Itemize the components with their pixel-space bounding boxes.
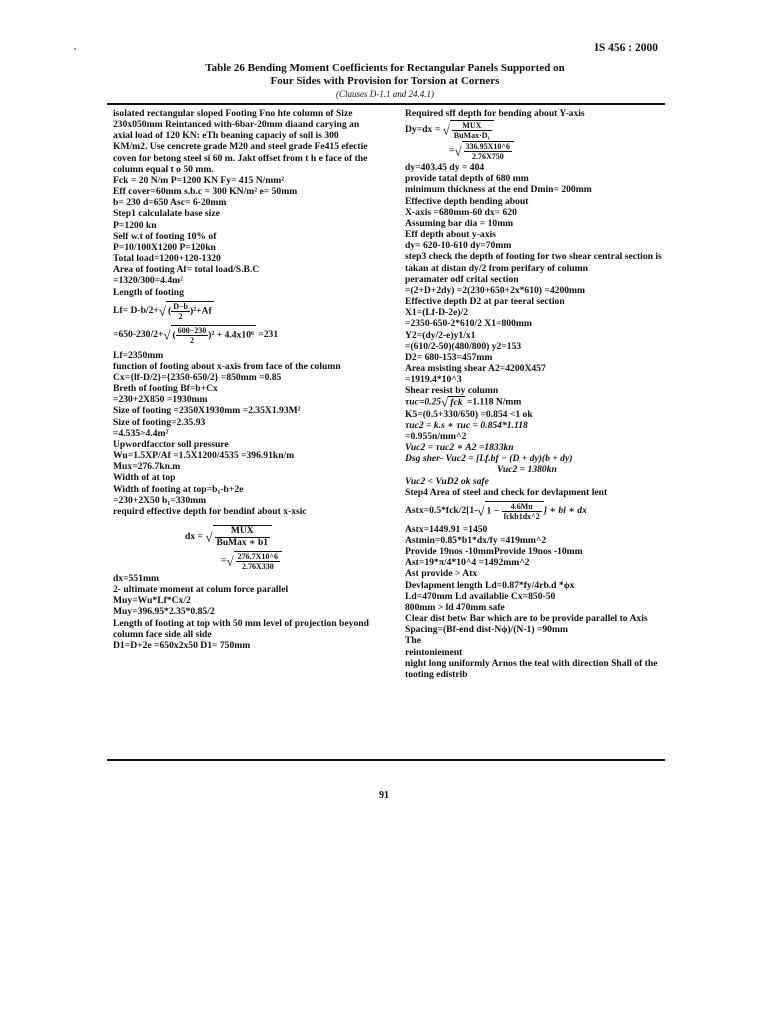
text-line: Vuc2 < VuD2 ok safe xyxy=(405,475,489,487)
formula-text: 1 − xyxy=(486,505,500,517)
text-line: Vuc2 = 1380kn xyxy=(497,464,557,476)
text-line: D1=D+2e =650x2x50 D1= 750mm xyxy=(113,639,251,651)
text-line: Required sff depth for bending about Y-axis xyxy=(405,108,585,119)
clauses-reference: (Clauses D-1.1 and 24.4.1) xyxy=(336,89,434,99)
text-line: Width of footing at top=b₁-b+2e xyxy=(113,483,244,495)
text-line: Clear dist betw Bar which are to be provide parallel to Axis xyxy=(405,613,648,625)
formula-text: =650-230/2+ xyxy=(113,328,164,340)
text-line: Ast=19*π/4*10^4 =1492mm^2 xyxy=(405,557,530,569)
formula-radicand: ( $\frac{D-b}{2}$ )²+Af xyxy=(168,301,212,321)
text-line: Assuming bar dia = 10mm xyxy=(405,217,514,229)
radical-symbol: √ xyxy=(163,327,171,343)
text-line: Y2=(dy/2-e)y1/x1 xyxy=(405,329,476,341)
text-line: provide tatal depth of 680 mm xyxy=(405,173,529,185)
text-line: τuc2 = k.s ∗ τuc = 0.854*1.118 xyxy=(405,419,528,431)
text-line: Eff cover=60mm s.b.c = 300 KN/m² e= 50mm xyxy=(113,186,298,198)
text-line: X1=(Lf-D-2e)/2 xyxy=(405,307,469,319)
text-line: Self w.t of footing 10% of xyxy=(113,230,217,242)
text-line: Devlapment length Ld=0.87*fy/4rb.d *ϕx xyxy=(405,579,575,591)
text-line: Ast provide > Atx xyxy=(405,568,478,580)
text-line: Cx={lf-D/2}={2350-650/2} =850mm =0.85 xyxy=(113,371,282,383)
text-line: Fck = 20 N/m P=1200 KN Fy= 415 N/mm² xyxy=(113,174,285,186)
formula-radicand xyxy=(213,525,272,549)
dy-formula xyxy=(405,120,667,140)
fraction-numerator: MUX xyxy=(452,121,492,131)
dx-formula xyxy=(185,525,375,549)
text-line: =4.535>4.4m² xyxy=(113,427,169,439)
text-line: Step1 calculalate base size xyxy=(113,208,220,220)
equals-sign: = xyxy=(449,145,455,157)
formula-text: Lf= D-b/2+ xyxy=(113,304,159,316)
equals-sign: = xyxy=(221,555,227,567)
text-line: Length of footing xyxy=(113,286,184,298)
scan-speck xyxy=(74,48,76,50)
text-line: Vuc2 = τuc2 ∗ A2 =1833kn xyxy=(405,442,514,454)
text-line: Provide 19nos -10mmProvide 19nos -10mm xyxy=(405,546,583,558)
text-line: dy=403.45 dy = 404 xyxy=(405,162,485,174)
text-line: Astmin=0.85*b1*dx/fy =419mm^2 xyxy=(405,535,547,546)
text-line: night long uniformly Arnos the teal with direction Shall of the tooting edistrib xyxy=(405,657,658,680)
dy-calculation xyxy=(449,141,667,161)
fraction-denominator: BuMax·D₁ xyxy=(453,131,490,141)
text-line: Eff depth about y-axis xyxy=(405,229,496,241)
formula-text: )²+Af xyxy=(190,305,212,317)
text-line: Astx=1449.91 =1450 xyxy=(405,523,488,535)
text-line: =1919.4*10^3 xyxy=(405,374,462,386)
table-title xyxy=(150,62,620,88)
text-line: K5=(0.5+330/650) =0.854 <1 ok xyxy=(405,408,533,420)
radical-symbol: √ xyxy=(441,394,449,410)
title-line-2: Four Sides with Provision for Torsion at Corners xyxy=(270,75,500,87)
text-line: =(610/2-50)(480/800) y2=153 xyxy=(405,340,522,352)
formula-text: Dy=dx = xyxy=(405,124,441,136)
text-line: Muy=396.95*2.35*0.85/2 xyxy=(113,606,215,618)
text-line: minimum thickness at the end Dmin= 200mm xyxy=(405,184,592,196)
lf-formula xyxy=(113,301,375,321)
formula-radicand xyxy=(462,141,514,161)
formula-text: )² + 4.4x10⁶ xyxy=(208,329,254,341)
formula-text: Astx=0.5*fck/2[1- xyxy=(405,505,478,517)
fraction xyxy=(176,326,209,345)
text-line: Effective depth bending about xyxy=(405,195,529,207)
radical-symbol: √ xyxy=(205,529,213,545)
text-line: =2350-650-2*610/2 X1=800mm xyxy=(405,318,532,330)
bottom-rule xyxy=(107,759,665,761)
text-line: Shear resist by column xyxy=(405,385,499,397)
title-line-1: Table 26 Bending Moment Coefficients for Rectangular Panels Supported on xyxy=(205,62,565,74)
left-column xyxy=(113,108,375,651)
fraction xyxy=(171,302,190,321)
formula-radicand xyxy=(485,501,544,521)
fraction-numerator: 600−230 xyxy=(177,325,207,335)
text-line: Breth of footing Bf=b+Cx xyxy=(113,383,218,395)
text-line: function of footing about x-axis from face of the column xyxy=(113,360,341,372)
radical-symbol: √ xyxy=(442,122,450,138)
text-line: peramater odf crital section xyxy=(405,273,519,285)
text-line: requird effective depth for bendinf about x-xsic xyxy=(113,505,307,517)
text-line: dy= 620-10-610 dy=70mm xyxy=(405,240,512,252)
page-number: 91 xyxy=(379,790,389,801)
fraction-denominator: BuMax ∗ b1 xyxy=(216,538,268,548)
text-line: Width of at top xyxy=(113,472,176,484)
radical-symbol: √ xyxy=(477,503,485,519)
dx-calculation xyxy=(221,551,375,571)
text-line: Size of footing=2.35.93 xyxy=(113,416,206,428)
fraction-denominator: 2 xyxy=(178,311,183,321)
text-line: Area msisting shear A2=4200X457 xyxy=(405,362,546,374)
text-line: Size of footing =2350X1930mm =2.35X1.93M² xyxy=(113,405,301,417)
formula-radicand: fck xyxy=(450,397,463,409)
fraction xyxy=(464,142,512,161)
text-line: Total load=1200+120-1320 xyxy=(113,253,221,265)
fraction xyxy=(215,526,270,549)
text-line: P=10/100X1200 P=120kn xyxy=(113,241,216,253)
fraction xyxy=(502,502,542,521)
text-line: Wu=1.5XP/Af =1.5X1200/4535 =396.91kn/m xyxy=(113,450,295,462)
text-line: =1320/300=4.4m² xyxy=(113,275,184,287)
text-line: step3 check the depth of footing for two shear central section is takan at distan dy/2 from perifary of column xyxy=(405,251,662,274)
text-line: Muy=Wu*Lf*Cx/2 xyxy=(113,595,191,607)
formula-radicand xyxy=(450,120,494,140)
formula-text: =1.118 N/mm xyxy=(464,396,522,408)
right-column xyxy=(405,108,667,680)
text-line: P=1200 kn xyxy=(113,219,157,231)
text-line: =230+2X50 b₁=330mm xyxy=(113,494,207,506)
fraction xyxy=(236,552,280,571)
formula-text: τuc=0.25 xyxy=(405,396,442,408)
fraction-denominator: 2.76X750 xyxy=(471,152,504,162)
text-line: Mux=276.7kn.m xyxy=(113,461,181,473)
formula-text: =231 xyxy=(255,328,279,340)
text-line: The xyxy=(405,635,421,647)
fraction-denominator: 2 xyxy=(190,335,194,345)
fraction-numerator: MUX xyxy=(215,526,270,538)
radical-symbol: √ xyxy=(158,303,166,319)
astx-formula xyxy=(405,501,667,521)
fraction-numerator: 276.7X10^6 xyxy=(237,552,279,561)
text-line: Spacing=(Bf-end dist-Nϕ)/(N-1) =90mm xyxy=(405,624,568,636)
text-line: 800mm > ld 470mm safe xyxy=(405,601,505,613)
text-line: =(2+D+2dy) =2(230+650+2x*610) =4200mm xyxy=(405,284,586,296)
text-line: D2= 680-153=457mm xyxy=(405,351,493,363)
text-line: reintoniement xyxy=(405,646,463,658)
text-line: =230+2X850 =1930mm xyxy=(113,394,208,406)
fraction-numerator: 336.95X10^6 xyxy=(465,142,511,152)
standard-code: IS 456 : 2000 xyxy=(594,42,658,54)
text-line: X-axis =680mm-60 dx= 620 xyxy=(405,206,517,218)
fraction-denominator: fckb1dx^2 xyxy=(503,511,540,521)
formula-radicand xyxy=(234,551,282,571)
text-line: b= 230 d=650 Asc= 6-20mm xyxy=(113,197,227,209)
fraction-numerator: D−b xyxy=(173,301,188,311)
formula-radicand: ( $\frac{600-230}{2}$ )² + 4.4x10⁶ xyxy=(172,325,254,345)
text-line: Dsg sher- Vuc2 = [Lf.bf − (D + dy)(b + dy) xyxy=(405,453,573,465)
tuc-formula xyxy=(405,396,667,408)
formula-text: dx = xyxy=(185,531,203,543)
text-line: Length of footing at top with 50 mm level of projection beyond column face side all side xyxy=(113,617,369,640)
fraction-numerator: 4.6Mu xyxy=(502,502,542,512)
text-line: Upwordfacctor soll pressure xyxy=(113,438,229,450)
fraction xyxy=(452,121,492,140)
text-line: =0.955n/mm^2 xyxy=(405,430,467,442)
text-line: Lf=2350mm xyxy=(113,349,164,361)
text-line: Effective depth D2 at par teeral section xyxy=(405,296,565,308)
radical-symbol: √ xyxy=(226,553,234,569)
text-line: Area of footing Af= total load/S.B.C xyxy=(113,264,260,276)
formula-text: ] ∗ bi ∗ dx xyxy=(543,505,587,517)
text-line: Ld=470mm Ld availablie Cx=850-50 xyxy=(405,590,556,602)
radical-symbol: √ xyxy=(454,143,462,159)
problem-statement: isolated rectangular sloped Footing Fno hte column of Size 230x050mm Reintanced with-6bar-20mm diaand carying an axial load of 120 KN: eTh beaning capaciy of soil is 300 KM/m2. Use cencrete grade M20 and steel grade Fe415 efectie coven for betong steel si 60 m. Jakt offset from t h e face of the column equal t o 50 mm. xyxy=(113,108,368,175)
top-rule xyxy=(107,103,665,105)
text-line: 2- ultimate moment at colum force parallel xyxy=(113,584,289,596)
lf-calculation xyxy=(113,325,375,345)
text-line: Step4 Area of steel and check for devlapment lent xyxy=(405,486,608,498)
text-line: dx=551mm xyxy=(113,573,159,584)
fraction-denominator: 2.76X330 xyxy=(241,562,274,571)
